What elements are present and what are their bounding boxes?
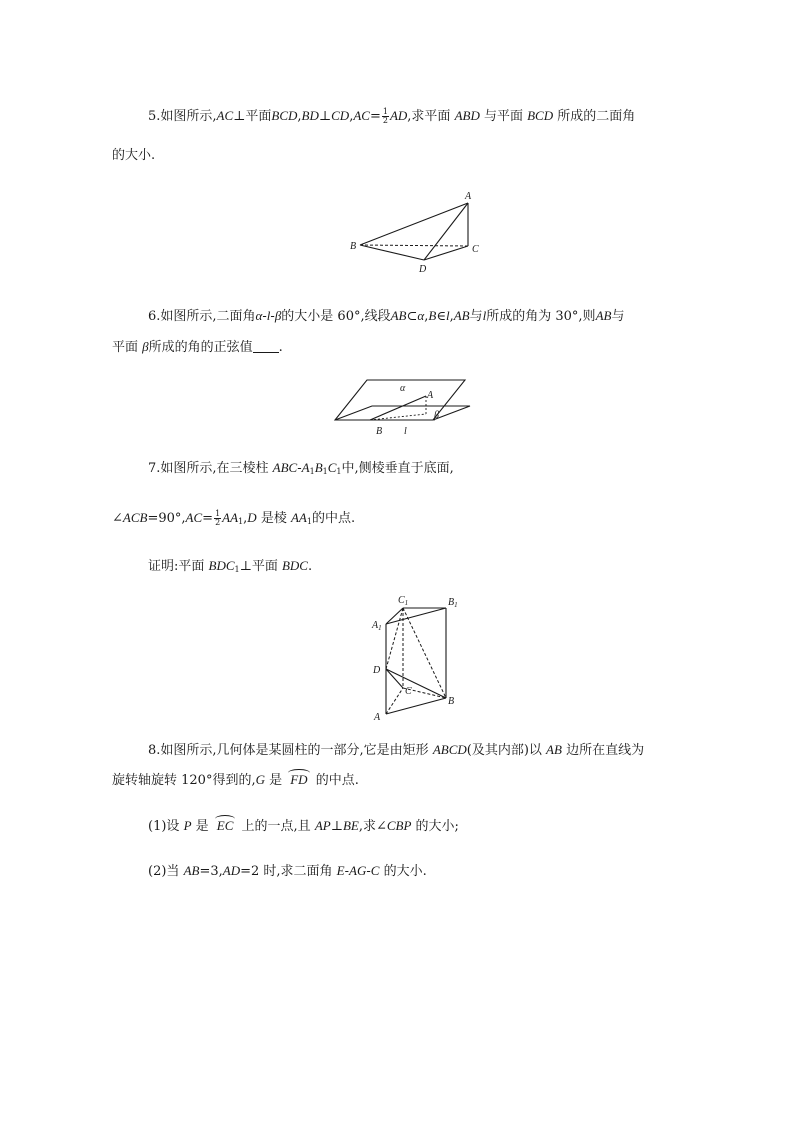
q7-proof: 证明:平面 $BDC_1\perp$平面 BDC. bbox=[148, 558, 313, 574]
q6-number: 6. bbox=[148, 309, 161, 324]
q6-label-alpha: α bbox=[400, 383, 406, 394]
q7-edge-dc1-hidden bbox=[386, 608, 403, 669]
q7-label-c1: $C_1$ bbox=[398, 595, 409, 607]
q7-label-a1: $A_1$ bbox=[372, 620, 382, 632]
q6-line-1: 6.如图所示,二面角α-l-β的大小是 60°,线段AB⊂α,B∈l,AB与l所成的角为 30°,则AB与 bbox=[148, 308, 625, 324]
arc-ec: EC bbox=[213, 818, 238, 834]
arc-fd: FD bbox=[286, 772, 311, 788]
q6-projection bbox=[370, 414, 426, 420]
q7-edge-c1b-hidden bbox=[403, 608, 446, 698]
q5-figure bbox=[340, 190, 500, 280]
q5-edge-dc bbox=[424, 246, 468, 260]
q6-label-beta: β bbox=[434, 410, 439, 421]
q7-label-c: C bbox=[405, 686, 412, 697]
q5-edge-bc-hidden bbox=[360, 245, 468, 246]
q7-edge-db bbox=[386, 669, 446, 698]
q5-number: 5. bbox=[148, 109, 161, 124]
q5-label-a: A bbox=[465, 191, 472, 202]
q8-part-1: (1)设 P 是 EC 上的一点,且 AP⊥BE,求∠CBP 的大小; bbox=[148, 818, 459, 834]
q7-label-b1: $B_1$ bbox=[448, 597, 458, 609]
q5-line-1: 5.如图所示,AC⊥平面BCD,BD⊥CD,AC= $\frac{1}{2}$ AD,求平面 ABD 与平面 BCD 所成的二面角 bbox=[148, 107, 636, 125]
q6-segment-ab bbox=[370, 396, 426, 420]
q7-line-1: 7.如图所示,在三棱柱 ABC-$A_1B_1C_1$中,侧棱垂直于底面, bbox=[148, 460, 454, 476]
q5-label-c: C bbox=[472, 244, 479, 255]
q6-plane-beta bbox=[335, 406, 470, 420]
q6-figure bbox=[330, 372, 480, 438]
q8-line-1: 8.如图所示,几何体是某圆柱的一部分,它是由矩形 ABCD(及其内部)以 AB 边所在直线为 bbox=[148, 742, 645, 758]
q5-label-b: B bbox=[350, 241, 357, 252]
q7-edge-dc bbox=[386, 669, 403, 688]
q7-label-b: B bbox=[448, 696, 455, 707]
q8-number: 8. bbox=[148, 743, 161, 758]
q8-part-2: (2)当 AB=3,AD=2 时,求二面角 E-AG-C 的大小. bbox=[148, 863, 427, 879]
q7-label-d: D bbox=[373, 665, 381, 676]
q5-line-2: 的大小. bbox=[112, 148, 156, 163]
q7-number: 7. bbox=[148, 461, 161, 476]
answer-blank[interactable] bbox=[253, 340, 279, 353]
q8-line-2: 旋转轴旋转 120°得到的,G 是 FD 的中点. bbox=[112, 772, 359, 788]
q7-fraction: $\frac{1}{2}$ bbox=[215, 509, 221, 527]
q5-fraction: $\frac{1}{2}$ bbox=[382, 107, 388, 125]
q5-edge-bd bbox=[360, 245, 424, 260]
q6-label-b: B bbox=[376, 426, 383, 437]
q7-label-a: A bbox=[374, 712, 381, 723]
q5-label-d: D bbox=[419, 264, 427, 275]
q7-line-2: ∠ACB=90°,AC= $\frac{1}{2}$ $AA_1,D$ 是棱 $AA_1$的中点. bbox=[112, 509, 356, 527]
q6-label-l: l bbox=[404, 426, 407, 437]
q7-figure bbox=[370, 592, 470, 724]
q6-label-a: A bbox=[427, 390, 434, 401]
q6-line-2: 平面 β所成的角的正弦值 . bbox=[112, 339, 283, 355]
